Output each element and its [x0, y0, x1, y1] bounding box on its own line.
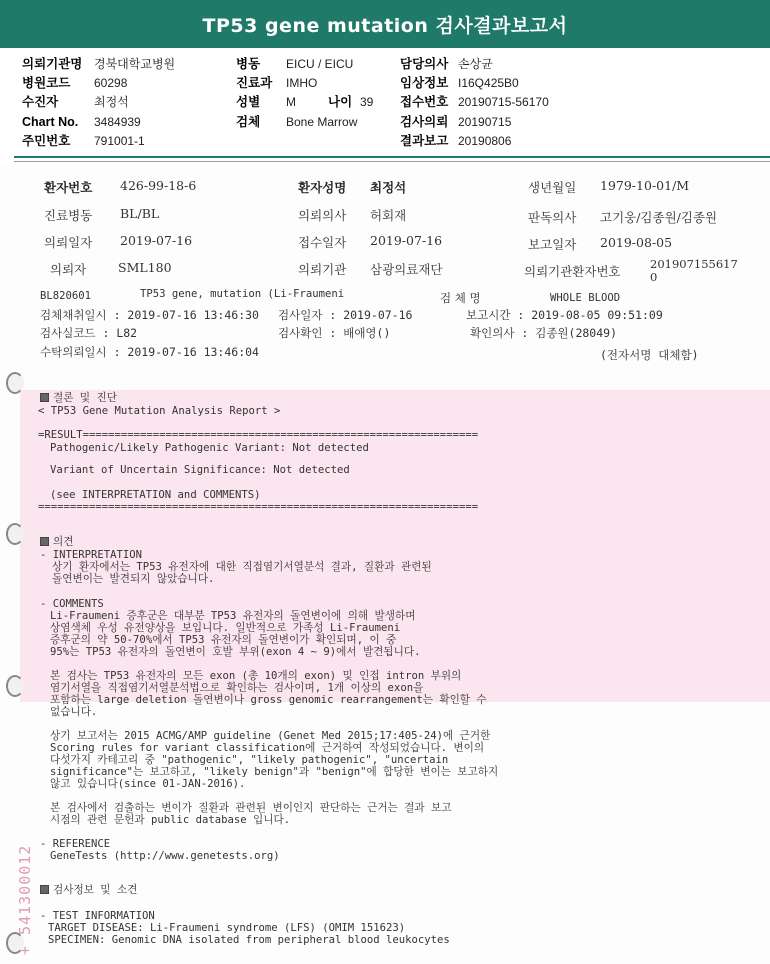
comment-line: Scoring rules for variant classification에 근거하여 작성되었습니다. 변이의 — [50, 742, 485, 754]
field-value: SML180 — [118, 260, 172, 275]
field-label: 의뢰의사 — [298, 208, 347, 223]
field-label: 판독의사 — [528, 210, 577, 225]
reference-link: GeneTests (http://www.genetests.org) — [50, 850, 280, 862]
test-name: TP53 gene, mutation (Li-Fraumeni — [140, 288, 345, 300]
header-divider — [14, 156, 770, 158]
field-label: 생년월일 — [528, 180, 577, 195]
punch-hole-icon — [6, 372, 24, 394]
checkbox-icon — [40, 885, 49, 894]
header-field: 병원코드 — [22, 76, 71, 90]
field-value: 201907155617 — [650, 257, 738, 271]
header-field: 접수번호 — [400, 95, 449, 109]
header-divider-thin — [14, 161, 770, 162]
comment-line: 염기서열을 직접염기서열분석법으로 확인하는 검사이며, 1개 이상의 exon을 — [50, 682, 424, 694]
report-name: < TP53 Gene Mutation Analysis Report > — [38, 405, 281, 417]
comment-line: Li-Fraumeni 증후군은 대부분 TP53 유전자의 돌연변이에 의해 발생하며 — [50, 610, 416, 622]
field-label: 접수일자 — [298, 235, 347, 250]
header-value: 20190715-56170 — [458, 95, 549, 109]
comment-line: significance"는 보고하고, "likely benign"과 "benign"에 합당한 변이는 보고하지 — [50, 766, 499, 778]
header-value: Bone Marrow — [286, 115, 358, 129]
result-pathogenic: Pathogenic/Likely Pathogenic Variant: Not detected — [50, 442, 369, 454]
header-value: 최정석 — [94, 95, 129, 109]
field-value: 2019-07-16 — [370, 233, 443, 248]
result-end-rule: ===================================================================== — [38, 501, 479, 513]
comment-line: 본 검사는 TP53 유전자의 모든 exon (총 10개의 exon) 및 인접 intron 부위의 — [50, 670, 462, 682]
section-heading: 검사정보 및 소견 — [40, 884, 137, 896]
report-title: TP53 gene mutation 검사결과보고서 — [0, 0, 770, 48]
comment-line: 상염색체 우성 유전양상을 보입니다. 일반적으로 가족성 Li-Fraumeni — [50, 622, 401, 634]
header-value: 20190806 — [458, 134, 512, 148]
comment-line: 본 검사에서 검출하는 변이가 질환과 관련된 변이인지 판단하는 근거는 결과 보고 — [50, 802, 452, 814]
comments-title: - COMMENTS — [40, 598, 104, 610]
test-code: BL820601 — [40, 290, 92, 302]
field-value-continued: 0 — [650, 270, 658, 284]
header-value: IMHO — [286, 76, 318, 90]
header-field: 임상정보 — [400, 76, 449, 90]
punch-hole-icon — [6, 523, 24, 545]
info-cell: 검사실코드 : L82 — [40, 326, 138, 340]
header-value: 60298 — [94, 76, 128, 90]
header-field: 수진자 — [22, 95, 59, 109]
field-label: 보고일자 — [528, 237, 577, 252]
header-value: EICU / EICU — [286, 57, 354, 71]
field-label: 의뢰자 — [50, 262, 87, 277]
comment-line: 증후군의 약 50-70%에서 TP53 유전자의 돌연변이가 확인되며, 이 중 — [50, 634, 397, 646]
interpretation-line: 돌연변이는 발견되지 않았습니다. — [52, 573, 215, 585]
header-value: 경북대학교병원 — [94, 57, 176, 71]
header-value: 손상균 — [458, 57, 493, 71]
field-label: 의뢰기관환자번호 — [524, 264, 621, 279]
checkbox-icon — [40, 537, 49, 546]
target-disease: TARGET DISEASE: Li-Fraumeni syndrome (LFS) (OMIM 151623) — [48, 922, 406, 934]
specimen-value: WHOLE BLOOD — [550, 292, 621, 304]
comment-line: 95%는 TP53 유전자의 돌연변이 호발 부위(exon 4 ~ 9)에서 발견됩니다. — [50, 646, 421, 658]
interpretation-line: 상기 환자에서는 TP53 유전자에 대한 직접염기서열분석 결과, 질환과 관련된 — [52, 561, 432, 573]
header-field: 결과보고 — [400, 134, 449, 148]
header-field: 나이 — [328, 95, 353, 109]
field-label: 환자번호 — [44, 180, 93, 195]
header-value: 791001-1 — [94, 134, 145, 148]
info-cell: 확인의사 : 김종원(28049) — [470, 326, 617, 340]
specimen-label: 검 체 명 — [440, 291, 481, 305]
field-value: 최정석 — [370, 180, 407, 195]
header-field: 담당의사 — [400, 57, 449, 71]
field-label: 의뢰기관 — [298, 262, 347, 277]
info-cell: 검사일자 : 2019-07-16 — [278, 308, 413, 322]
header-value: M — [286, 95, 296, 109]
test-info-title: - TEST INFORMATION — [40, 910, 155, 922]
section-heading: 결론 및 진단 — [40, 392, 117, 404]
header-value: 3484939 — [94, 115, 141, 129]
field-label: 환자성명 — [298, 180, 347, 195]
comment-line: 없습니다. — [50, 706, 98, 718]
field-value: 삼광의료재단 — [370, 262, 443, 277]
header-value: 20190715 — [458, 115, 512, 129]
document-stamp-number: + 541300012 — [16, 844, 34, 955]
field-value: 2019-08-05 — [600, 235, 673, 250]
section-heading: 의견 — [40, 536, 73, 548]
header-value: 39 — [360, 95, 374, 109]
header-field: Chart No. — [22, 115, 79, 129]
field-value: 2019-07-16 — [120, 233, 193, 248]
field-value: 426-99-18-6 — [120, 178, 197, 193]
header-field: 검사의뢰 — [400, 115, 449, 129]
punch-hole-icon — [6, 675, 24, 697]
header-field: 성별 — [236, 95, 261, 109]
interpretation-title: - INTERPRETATION — [40, 549, 143, 561]
header-field: 주민번호 — [22, 134, 71, 148]
info-cell: 검체채취일시 : 2019-07-16 13:46:30 — [40, 308, 259, 322]
comment-line: 시점의 관련 문헌과 public database 입니다. — [50, 814, 291, 826]
reference-title: - REFERENCE — [40, 838, 111, 850]
e-signature-note: (전자서명 대체함) — [600, 348, 699, 362]
field-label: 의뢰일자 — [44, 235, 93, 250]
comment-line: 포함하는 large deletion 돌연변이나 gross genomic rearrangement는 확인할 수 — [50, 694, 487, 706]
result-rule: =RESULT============================================================== — [38, 429, 479, 441]
info-cell: 수탁의뢰일시 : 2019-07-16 13:46:04 — [40, 345, 259, 359]
info-cell: 보고시간 : 2019-08-05 09:51:09 — [466, 308, 663, 322]
field-value: 허회재 — [370, 208, 407, 223]
field-value: 고기웅/김종원/김종원 — [600, 210, 718, 225]
comment-line: 상기 보고서는 2015 ACMG/AMP guideline (Genet Med 2015;17:405-24)에 근거한 — [50, 730, 491, 742]
header-value: I16Q425B0 — [458, 76, 519, 90]
result-vus: Variant of Uncertain Significance: Not detected — [50, 464, 350, 476]
field-value: 1979-10-01/M — [600, 178, 690, 193]
specimen-info: SPECIMEN: Genomic DNA isolated from peripheral blood leukocytes — [48, 934, 450, 946]
header-field: 진료과 — [236, 76, 273, 90]
info-cell: 검사확인 : 배애영() — [278, 326, 391, 340]
header-field: 병동 — [236, 57, 261, 71]
checkbox-icon — [40, 393, 49, 402]
field-label: 진료병동 — [44, 208, 93, 223]
header-field: 검체 — [236, 115, 261, 129]
comment-line: 않고 있습니다(since 01-JAN-2016). — [50, 778, 246, 790]
comment-line: 다섯가지 카테고리 중 "pathogenic", "likely pathogenic", "uncertain — [50, 754, 449, 766]
header-field: 의뢰기관명 — [22, 57, 83, 71]
field-value: BL/BL — [120, 206, 160, 221]
result-see-note: (see INTERPRETATION and COMMENTS) — [50, 489, 261, 501]
